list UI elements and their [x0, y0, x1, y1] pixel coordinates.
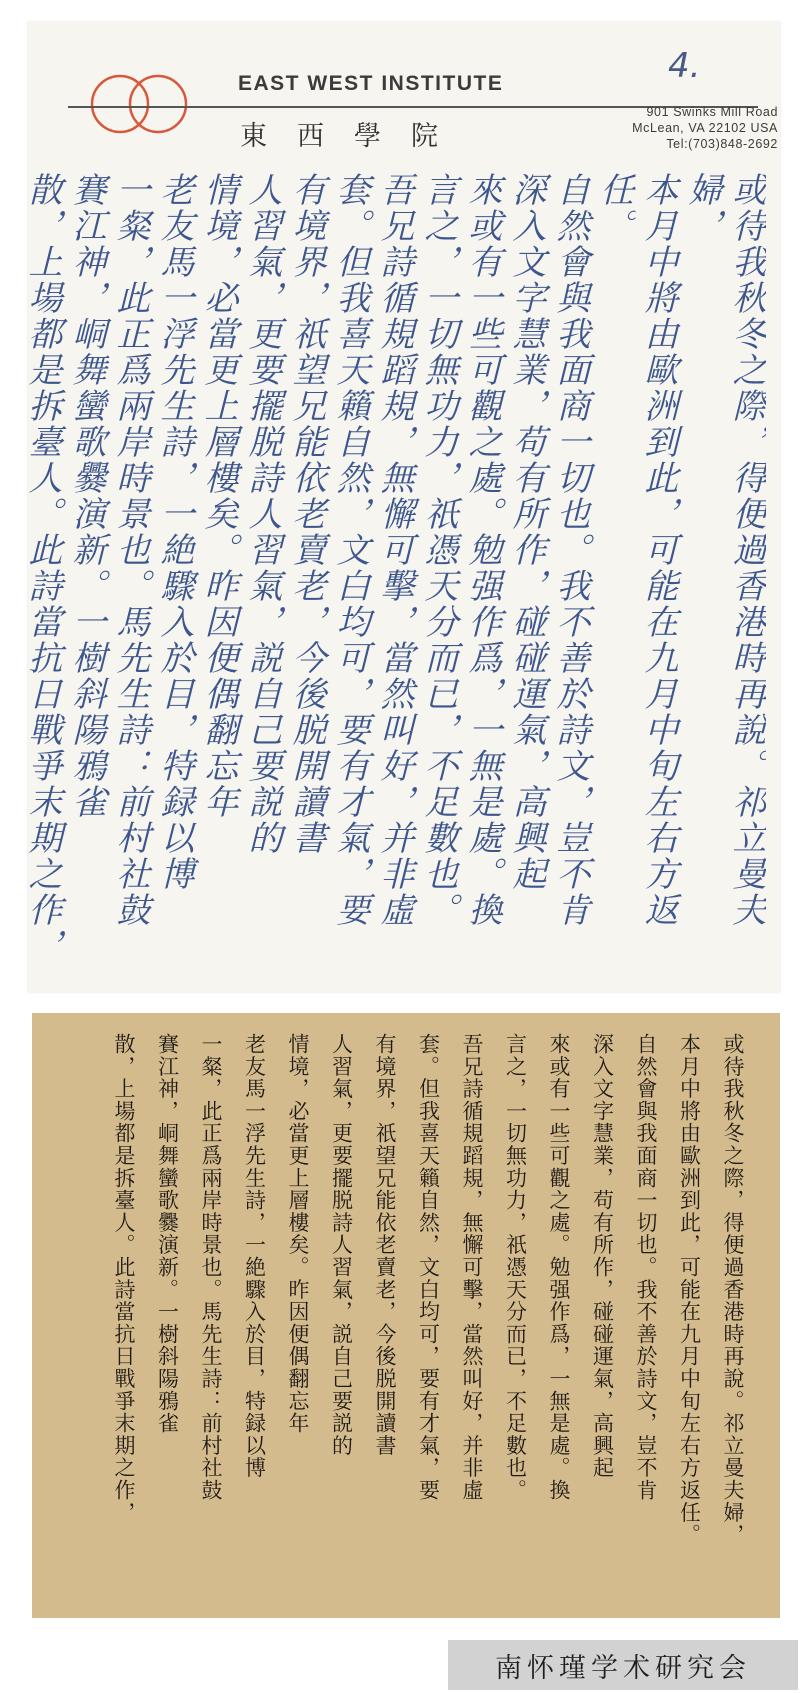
transcription-column: 散，上場都是拆臺人。此詩當抗日戰爭末期之作， — [112, 1033, 136, 1524]
handwriting-column: 人習氣，更要擺脱詩人習氣，説自己要説的 — [242, 172, 282, 856]
institute-logo — [84, 72, 204, 136]
handwriting-column: 言之，一切無功力，祇憑天分而已，不足數也。 — [418, 172, 458, 928]
address-line-2: McLean, VA 22102 USA — [632, 121, 778, 135]
handwriting-column: 套。但我喜天籟自然，文白均可，要有才氣，要 — [330, 172, 370, 928]
handwriting-column: 或待我秋冬之際，得便過香港時再說。祁立曼夫婦， — [682, 172, 766, 928]
address-line-3: Tel:(703)848-2692 — [666, 137, 778, 151]
handwriting-column: 吾兄詩循規蹈規，無懈可擊，當然叫好，并非虛 — [374, 172, 414, 928]
transcription-column: 吾兄詩循規蹈規，無懈可擊，當然叫好，并非虛 — [460, 1033, 484, 1502]
handwriting-column: 賽江神，峒舞蠻歌爨演新。一樹斜陽鴉雀 — [66, 172, 106, 820]
transcription-text — [102, 1033, 755, 1598]
handwriting-column: 自然會與我面商一切也。我不善於詩文，豈不肯 — [550, 172, 590, 928]
transcription-column: 套。但我喜天籟自然，文白均可，要有才氣，要 — [416, 1033, 441, 1502]
transcription-column: 言之，一切無功力，祇憑天分而已，不足數也。 — [503, 1033, 528, 1502]
handwriting-column: 來或有一些可觀之處。勉强作爲，一無是處。換 — [462, 172, 502, 928]
handwriting-body — [22, 172, 768, 972]
institute-name-chinese: 東西學院 — [240, 121, 468, 152]
transcription-column: 來或有一些可觀之處。勉强作爲，一無是處。換 — [547, 1033, 571, 1502]
transcription-column: 有境界，祇望兄能依老賣老，今後脱開讀書 — [373, 1033, 397, 1457]
transcription-column: 自然會與我面商一切也。我不善於詩文，豈不肯 — [634, 1033, 658, 1502]
transcription-panel — [32, 1013, 780, 1618]
institute-name-english: EAST WEST INSTITUTE — [238, 72, 504, 95]
watermark: 南怀瑾学术研究会 — [448, 1640, 798, 1690]
handwriting-column: 散，上場都是拆臺人。此詩當抗日戰爭末期之作， — [22, 172, 62, 964]
transcription-column: 深入文字慧業，苟有所作，碰碰運氣，高興起 — [590, 1033, 615, 1479]
transcription-column: 老友馬一浮先生詩，一絶驟入於目，特録以博 — [242, 1033, 267, 1479]
handwriting-column: 本月中將由歐洲到此，可能在九月中旬左右方返任。 — [594, 172, 678, 928]
handwriting-column: 情境，必當更上層樓矣。昨因便偶翻忘年 — [198, 172, 238, 820]
transcription-column: 一粲，此正爲兩岸時景也。馬先生詩：前村社鼓 — [199, 1033, 223, 1502]
institute-address — [558, 104, 778, 152]
address-line-1: 901 Swinks Mill Road — [646, 105, 778, 119]
transcription-column: 本月中將由歐洲到此，可能在九月中旬左右方返任。 — [677, 1033, 702, 1546]
transcription-column: 賽江神，峒舞蠻歌爨演新。一樹斜陽鴉雀 — [155, 1033, 180, 1435]
page-number: 4. — [668, 46, 701, 86]
handwriting-column: 一粲，此正爲兩岸時景也。馬先生詩：前村社鼓 — [110, 172, 150, 928]
handwriting-column: 有境界，祇望兄能依老賣老，今後脱開讀書 — [286, 172, 326, 856]
transcription-column: 情境，必當更上層樓矣。昨因便偶翻忘年 — [286, 1033, 310, 1435]
handwriting-column: 深入文字慧業，苟有所作，碰碰運氣，高興起 — [506, 172, 546, 892]
transcription-column: 或待我秋冬之際，得便過香港時再說。祁立曼夫婦， — [721, 1033, 745, 1546]
transcription-column: 人習氣，更要擺脱詩人習氣，説自己要説的 — [329, 1033, 354, 1457]
handwritten-letter — [22, 22, 780, 992]
handwriting-column: 老友馬一浮先生詩，一絶驟入於目，特録以博 — [154, 172, 194, 892]
